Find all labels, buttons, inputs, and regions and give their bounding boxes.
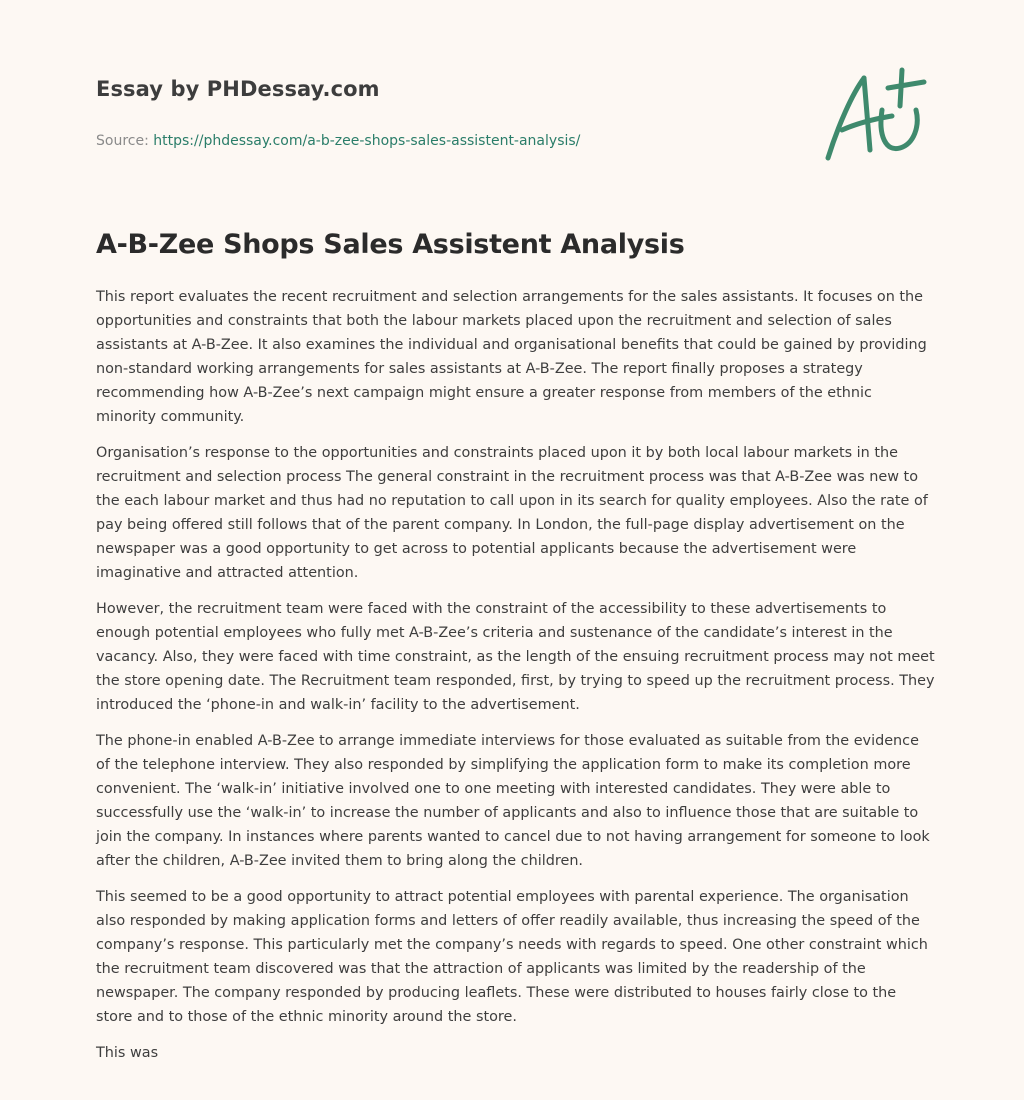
source-line bbox=[96, 131, 796, 151]
paragraph: The phone-in enabled A-B-Zee to arrange immediate interviews for those evaluated as suitable from the evidence of the telephone interview. They also responded by simplifying the application form to make its completion more convenient. The ‘walk-in’ initiative involved one to one meeting with interested candidates. They were able to successfully use the ‘walk-in’ to increase the number of applicants and also to influence those that are suitable to join the company. In instances where parents wanted to cancel due to not having arrangement for someone to look after the children, A-B-Zee invited them to bring along the children. bbox=[96, 733, 930, 869]
paragraph: However, the recruitment team were faced with the constraint of the accessibility to these advertisements to enough potential employees who fully met A-B-Zee’s criteria and sustenance of the candidate’s interest in the vacancy. Also, they were faced with time constraint, as the length of the ensuing recruitment process may not meet the store opening date. The Recruitment team responded, first, by trying to speed up the recruitment process. They introduced the ‘phone-in and walk-in’ facility to the advertisement. bbox=[96, 601, 935, 713]
paragraph: This was bbox=[96, 1045, 159, 1061]
article-title: A-B-Zee Shops Sales Assistent Analysis bbox=[96, 229, 685, 260]
source-label: Source: bbox=[96, 133, 149, 149]
page-header bbox=[96, 74, 796, 151]
paragraph: This report evaluates the recent recruitment and selection arrangements for the sales assistants. It focuses on the opportunities and constraints that both the labour markets placed upon the recruitment and selection of sales assistants at A-B-Zee. It also examines the individual and organisational benefits that could be gained by providing non-standard working arrangements for sales assistants at A-B-Zee. The report finally proposes a strategy recommending how A-B-Zee’s next campaign might ensure a greater response from members of the ethnic minority community. bbox=[96, 289, 927, 425]
source-link[interactable]: https://phdessay.com/a-b-zee-shops-sales-assistent-analysis/ bbox=[153, 133, 581, 149]
paragraph: This seemed to be a good opportunity to attract potential employees with parental experience. The organisation also responded by making application forms and letters of offer readily available, thus increasing the speed of the company’s response. This particularly met the company’s needs with regards to speed. One other constraint which the recruitment team discovered was that the attraction of applicants was limited by the readership of the newspaper. The company responded by producing leaflets. These were distributed to houses fairly close to the store and to those of the ethnic minority around the store. bbox=[96, 889, 928, 1025]
paragraph: Organisation’s response to the opportunities and constraints placed upon it by both local labour markets in the recruitment and selection process The general constraint in the recruitment process was that A-B-Zee was new to the each labour market and thus had no reputation to call upon in its search for quality employees. Also the rate of pay being offered still follows that of the parent company. In London, the full-page display advertisement on the newspaper was a good opportunity to get across to potential applicants because the advertisement were imaginative and attracted attention. bbox=[96, 445, 928, 581]
article-body bbox=[96, 285, 936, 1077]
a-plus-logo-icon bbox=[820, 66, 930, 166]
brand-title: Essay by PHDessay.com bbox=[96, 77, 380, 101]
